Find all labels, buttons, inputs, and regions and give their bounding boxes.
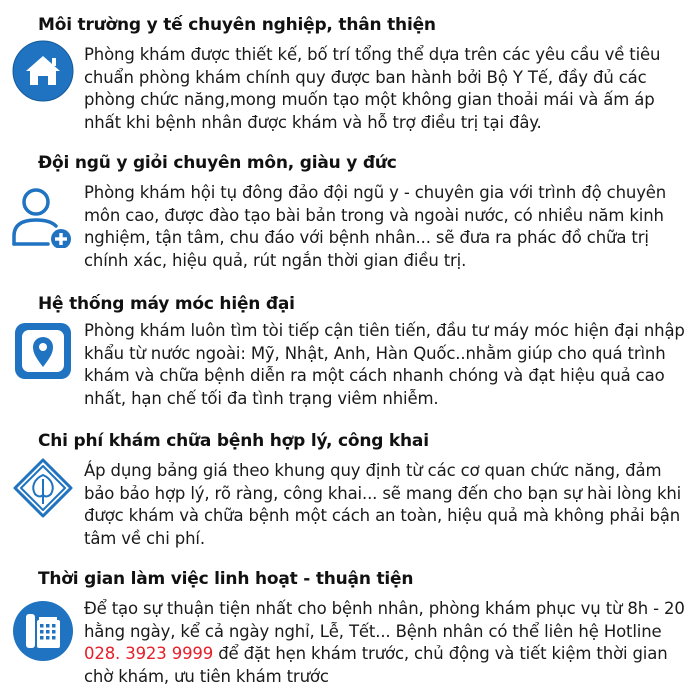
section-text: Phòng khám luôn tìm tòi tiếp cận tiên tiến, đầu tư máy móc hiện đại nhập khẩu từ nước ngoài: Mỹ, Nhật, Anh, Hàn Quốc..nhằm giúp cho quá trình khám và chữa bệnh diễn ra một cách nhanh chóng và đạt hiệu quả cao nhất, hạn chế tối đa tình trạng viêm nhiễm.: [84, 321, 685, 408]
leaf-diamond-icon: [12, 457, 74, 519]
section-title: Chi phí khám chữa bệnh hợp lý, công khai: [38, 431, 429, 451]
section-title: Thời gian làm việc linh hoạt - thuận tiện: [38, 569, 414, 589]
section-text-intro: Để tạo sự thuận tiện nhất cho bệnh nhân, phòng khám phục vụ từ 8h - 20 hằng ngày, kể cả ngày nghỉ, Lễ, Tết... Bệnh nhân có thể liên hệ Hotline: [84, 599, 685, 641]
section-text: [84, 598, 688, 688]
section-text: Áp dụng bảng giá theo khung quy định từ các cơ quan chức năng, đảm bảo bảo hợp lý, rõ ràng, công khai... sẽ mang đến cho bạn sự hài lòng khi được khám và chữa bệnh một cách an toàn, hiệu quả mà không phải bận tâm về chi phí.: [84, 461, 682, 548]
doctor-plus-icon: [10, 186, 72, 248]
section-text: Phòng khám được thiết kế, bố trí tổng thể dựa trên các yêu cầu về tiêu chuẩn phòng khám chính quy được ban hành bởi Bộ Y Tế, đầy đủ các phòng chức năng,mong muốn tạo một không gian thoải mái và ấm áp nhất khi bệnh nhân được khám và hỗ trợ điều trị tại đây.: [84, 45, 661, 132]
section-title: Đội ngũ y giỏi chuyên môn, giàu y đức: [38, 153, 397, 173]
location-pin-icon: [12, 320, 74, 382]
section-text-outro: để đặt hẹn khám trước, chủ động và tiết kiệm thời gian chờ khám, ưu tiên khám trước: [84, 644, 668, 686]
hotline-number[interactable]: 028. 3923 9999: [84, 644, 214, 663]
telephone-icon: [12, 600, 74, 662]
section-text: Phòng khám hội tụ đông đảo đội ngũ y - chuyên gia với trình độ chuyên môn cao, được đào tạo bài bản trong và ngoài nước, có nhiều năm kinh nghiệm, tận tâm, chu đáo với bệnh nhân... sẽ đưa ra phác đồ chữa trị chính xác, hiệu quả, rút ngắn thời gian điều trị.: [84, 183, 667, 270]
section-title: Môi trường y tế chuyên nghiệp, thân thiện: [38, 15, 436, 35]
section-title: Hệ thống máy móc hiện đại: [38, 294, 295, 314]
home-icon: [12, 40, 74, 102]
